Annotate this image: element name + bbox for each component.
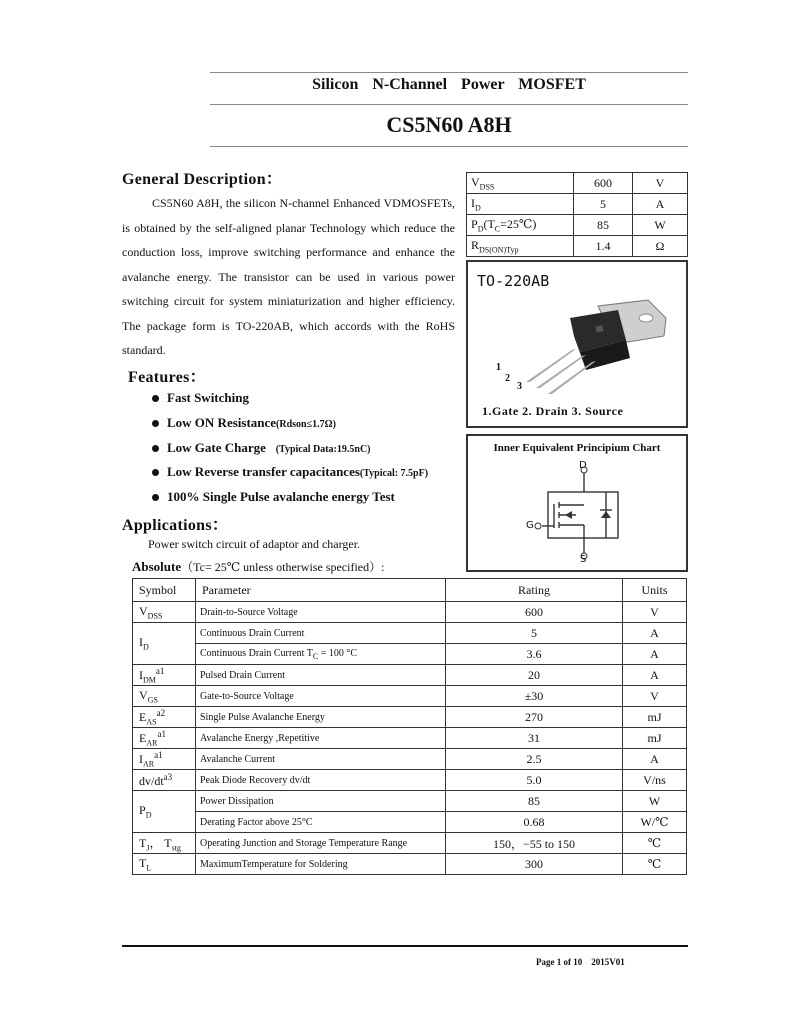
table-row (133, 707, 687, 728)
feature-item: Low Reverse transfer capacitances(Typical: 7.5pF) (152, 464, 428, 480)
package-name: TO-220AB (477, 272, 550, 290)
units-cell: ℃ (623, 854, 687, 875)
rating-cell: 5.0 (446, 770, 623, 791)
parameter-cell: Operating Junction and Storage Temperature Range (196, 833, 446, 854)
features-heading: Features： (128, 369, 206, 386)
rating-cell: 150，−55 to 150 (446, 833, 623, 854)
spec-row (467, 173, 688, 194)
general-description-body (122, 191, 455, 363)
rating-cell: 2.5 (446, 749, 623, 770)
spec-value: 600 (574, 173, 633, 194)
units-cell: V (623, 686, 687, 707)
parameter-cell: Gate-to-Source Voltage (196, 686, 446, 707)
units-cell: mJ (623, 728, 687, 749)
column-header-symbol: Symbol (133, 579, 196, 602)
spec-symbol: $V_{DSS}$ (467, 173, 574, 194)
circuit-label-gate: G (526, 520, 534, 531)
parameter-cell: Pulsed Drain Current (196, 665, 446, 686)
circuit-box (466, 434, 688, 572)
document-subtitle: Silicon N-Channel Power MOSFET (312, 76, 586, 93)
spec-unit: Ω (633, 236, 688, 257)
parameter-cell: Avalanche Current (196, 749, 446, 770)
symbol-cell: $I_{DM}^{a1}$ (133, 665, 196, 686)
bullet-icon (152, 420, 159, 427)
header-mid-rule (210, 104, 688, 105)
units-cell: ℃ (623, 833, 687, 854)
rating-cell: ±30 (446, 686, 623, 707)
units-cell: A (623, 749, 687, 770)
general-description-heading: General Description： (122, 171, 283, 188)
table-row (133, 770, 687, 791)
spec-unit: W (633, 215, 688, 236)
symbol-cell: $E_{AR}^{a1}$ (133, 728, 196, 749)
rating-cell: 3.6 (446, 644, 623, 665)
package-box (466, 260, 688, 428)
mosfet-symbol-icon (518, 458, 638, 568)
table-header-row (133, 579, 687, 602)
table-row (133, 686, 687, 707)
bullet-icon (152, 445, 159, 452)
part-number-title: CS5N60 A8H (386, 112, 512, 137)
spec-symbol: $R_{DS(ON)Typ}$ (467, 236, 574, 257)
spec-unit: A (633, 194, 688, 215)
to220-package-illustration (478, 288, 678, 408)
symbol-cell: $T_J$， $T_{stg}$ (133, 833, 196, 854)
units-cell: A (623, 644, 687, 665)
rating-cell: 300 (446, 854, 623, 875)
units-cell: V/ns (623, 770, 687, 791)
spec-row (467, 215, 688, 236)
pin-caption: 1.Gate 2. Drain 3. Source (482, 404, 624, 418)
table-row (133, 791, 687, 812)
units-cell: A (623, 623, 687, 644)
header-bottom-rule (210, 146, 688, 147)
parameter-cell: Peak Diode Recovery dv/dt (196, 770, 446, 791)
rating-cell: 85 (446, 791, 623, 812)
absolute-heading: Absolute（Tc= 25℃ unless otherwise specified）: (132, 559, 385, 574)
parameter-cell: Power Dissipation (196, 791, 446, 812)
rating-cell: 0.68 (446, 812, 623, 833)
applications-heading: Applications： (122, 517, 229, 534)
symbol-cell: $V_{DSS}$ (133, 602, 196, 623)
document-version: 2015V01 (591, 957, 625, 967)
page-number: Page 1 of 10 (536, 957, 583, 967)
spec-unit: V (633, 173, 688, 194)
units-cell: V (623, 602, 687, 623)
units-cell: A (623, 665, 687, 686)
general-description-text: CS5N60 A8H, the silicon N-channel Enhanced VDMOSFETs, is obtained by the self-aligned planar Technology which reduce the conduction loss, improve switching performance and enhance the avalanche energy. The transistor can be used in various power switching circuit for system miniaturization and higher efficiency. The package form is TO-220AB, which accords with the RoHS standard. (122, 196, 455, 357)
symbol-cell: $dv/dt^{a3}$ (133, 770, 196, 791)
symbol-cell: $V_{GS}$ (133, 686, 196, 707)
column-header-parameter: Parameter (196, 579, 446, 602)
symbol-cell: $E_{AS}^{a2}$ (133, 707, 196, 728)
units-cell: mJ (623, 707, 687, 728)
bullet-icon (152, 494, 159, 501)
parameter-cell: Continuous Drain Current $T_C = 100$ °C (196, 644, 446, 665)
feature-item: Low ON Resistance(Rdson≤1.7Ω) (152, 415, 336, 431)
parameter-cell: Avalanche Energy ,Repetitive (196, 728, 446, 749)
symbol-cell: $P_D$ (133, 791, 196, 833)
symbol-cell: $I_D$ (133, 623, 196, 665)
pin-number-1: 1 (496, 362, 501, 373)
pin-number-3: 3 (517, 381, 522, 392)
spec-row (467, 236, 688, 257)
spec-symbol: $I_D$ (467, 194, 574, 215)
feature-item: Low Gate Charge (Typical Data:19.5nC) (152, 440, 371, 456)
circuit-title: Inner Equivalent Principium Chart (493, 442, 661, 454)
parameter-cell: MaximumTemperature for Soldering (196, 854, 446, 875)
rating-cell: 270 (446, 707, 623, 728)
table-row (133, 854, 687, 875)
table-row (133, 644, 687, 665)
spec-value: 1.4 (574, 236, 633, 257)
symbol-cell: $I_{AR}^{a1}$ (133, 749, 196, 770)
absolute-ratings-table (132, 578, 687, 875)
circuit-label-drain: D (579, 460, 587, 471)
column-header-rating: Rating (446, 579, 623, 602)
rating-cell: 5 (446, 623, 623, 644)
table-row (133, 812, 687, 833)
table-row (133, 728, 687, 749)
table-row (133, 833, 687, 854)
feature-item: 100% Single Pulse avalanche energy Test (152, 489, 395, 505)
table-row (133, 749, 687, 770)
header-top-rule (210, 72, 688, 73)
spec-value: 5 (574, 194, 633, 215)
bullet-icon (152, 469, 159, 476)
circuit-label-source: S (580, 554, 587, 565)
symbol-cell: $T_L$ (133, 854, 196, 875)
spec-value: 85 (574, 215, 633, 236)
key-spec-table (466, 172, 688, 257)
feature-item: Fast Switching (152, 390, 249, 406)
bullet-icon (152, 395, 159, 402)
rating-cell: 20 (446, 665, 623, 686)
page-footer (536, 957, 625, 967)
footer-rule (122, 945, 688, 947)
table-row (133, 665, 687, 686)
parameter-cell: Continuous Drain Current (196, 623, 446, 644)
parameter-cell: Derating Factor above 25°C (196, 812, 446, 833)
units-cell: W/℃ (623, 812, 687, 833)
table-row (133, 623, 687, 644)
column-header-units: Units (623, 579, 687, 602)
table-row (133, 602, 687, 623)
applications-text: Power switch circuit of adaptor and charger. (148, 537, 361, 551)
parameter-cell: Single Pulse Avalanche Energy (196, 707, 446, 728)
rating-cell: 600 (446, 602, 623, 623)
rating-cell: 31 (446, 728, 623, 749)
spec-symbol: $P_D(T_C=25℃)$ (467, 215, 574, 236)
spec-row (467, 194, 688, 215)
parameter-cell: Drain-to-Source Voltage (196, 602, 446, 623)
units-cell: W (623, 791, 687, 812)
pin-number-2: 2 (505, 373, 510, 384)
